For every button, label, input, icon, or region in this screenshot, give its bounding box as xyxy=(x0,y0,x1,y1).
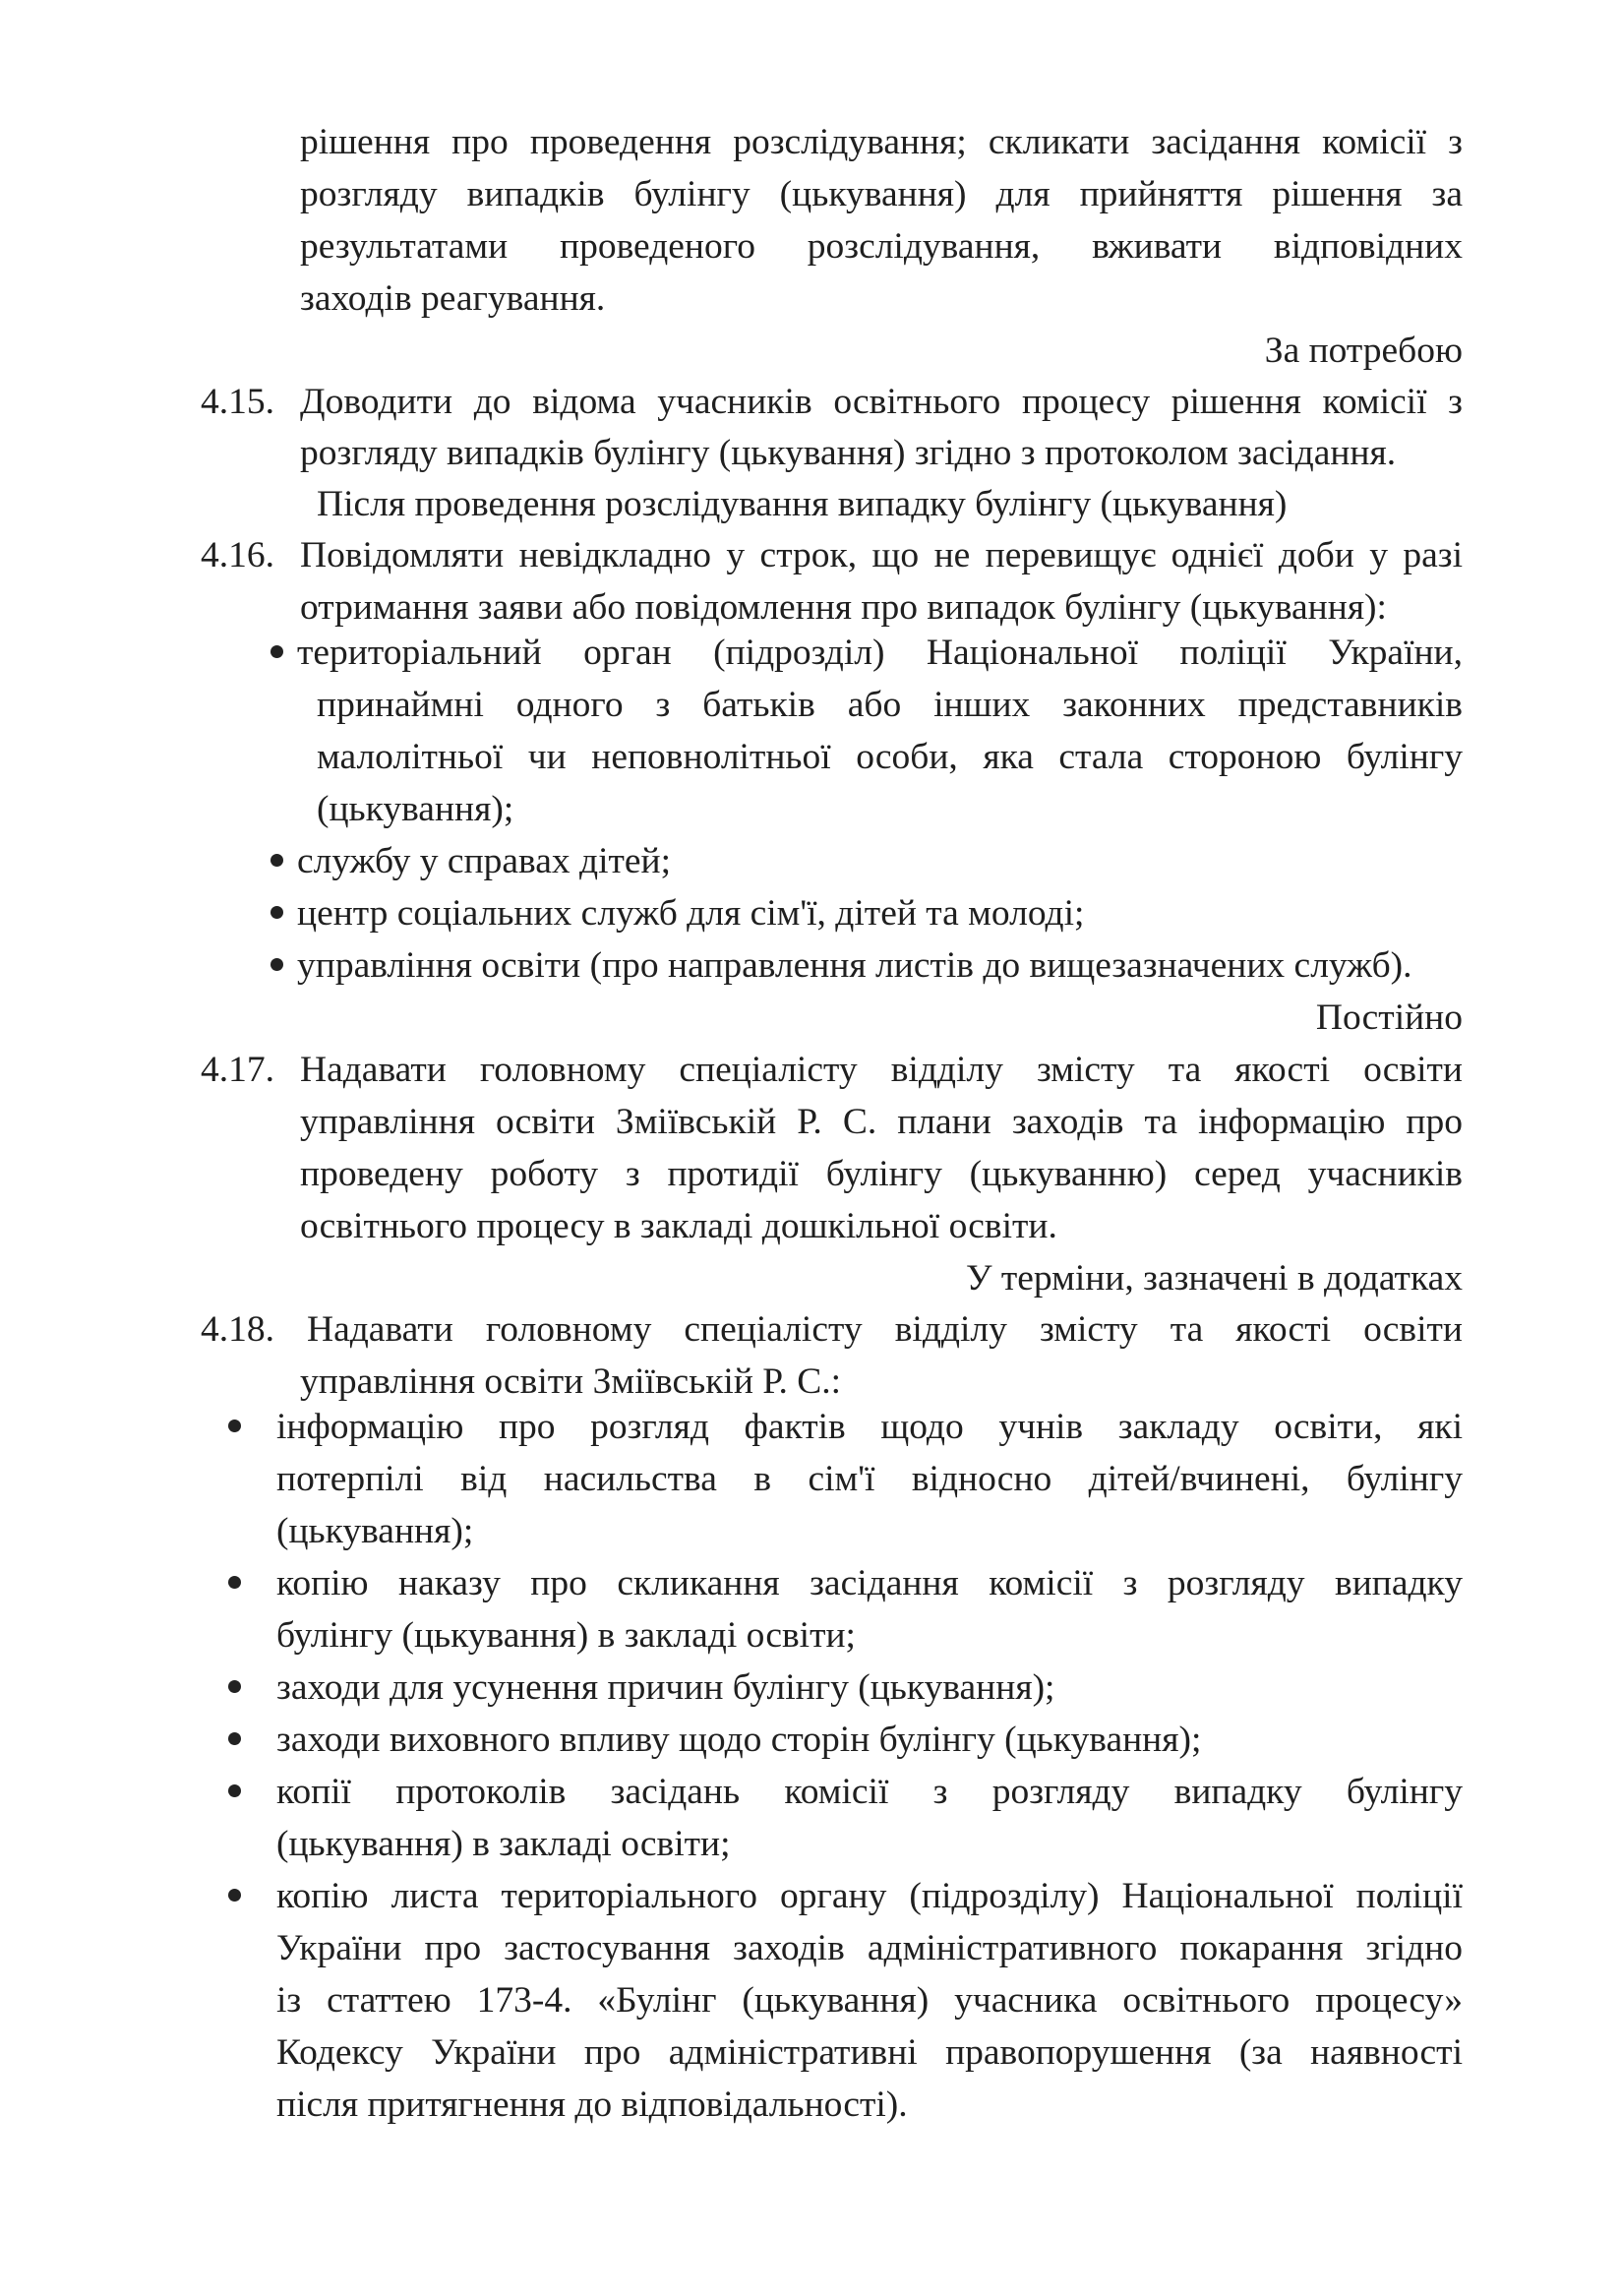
term-label: За потребою xyxy=(1264,331,1463,371)
item-line: Доводити до відома учасників освітнього процесу рішення комісії з xyxy=(300,382,1463,422)
item-line: проведену роботу з протидії булінгу (цькуванню) серед учасників xyxy=(300,1154,1463,1194)
bullet-line: заходи для усунення причин булінгу (цькування); xyxy=(276,1667,1055,1708)
bullet-icon xyxy=(228,1420,241,1432)
bullet-icon xyxy=(270,645,283,658)
bullet-line: України про застосування заходів адміністративного покарання згідно xyxy=(276,1928,1463,1968)
term-label: У терміни, зазначені в додатках xyxy=(965,1258,1463,1299)
item-line: розгляду випадків булінгу (цькування) згідно з протоколом засідання. xyxy=(300,433,1397,473)
bullet-line: (цькування); xyxy=(276,1511,474,1551)
bullet-line: принаймні одного з батьків або інших законних представників xyxy=(317,685,1463,725)
bullet-line: із статтею 173-4. «Булінг (цькування) учасника освітнього процесу» xyxy=(276,1980,1463,2021)
bullet-icon xyxy=(228,1784,241,1797)
bullet-line: булінгу (цькування) в закладі освіти; xyxy=(276,1615,856,1656)
bullet-icon xyxy=(270,854,283,867)
bullet-line: копію наказу про скликання засідання комісії з розгляду випадку xyxy=(276,1563,1463,1603)
bullet-line: інформацію про розгляд фактів щодо учнів закладу освіти, які xyxy=(276,1407,1463,1447)
item-line: Надавати головному спеціалісту відділу змісту та якості освіти xyxy=(300,1050,1463,1090)
bullet-icon xyxy=(228,1680,241,1693)
intro-line: заходів реагування. xyxy=(300,278,606,319)
item-number: 4.17. xyxy=(201,1050,274,1090)
intro-line: розгляду випадків булінгу (цькування) для прийняття рішення за xyxy=(300,174,1463,214)
bullet-icon xyxy=(228,1576,241,1589)
bullet-icon xyxy=(228,1889,241,1902)
bullet-line: службу у справах дітей; xyxy=(297,841,672,881)
bullet-icon xyxy=(228,1732,241,1745)
bullet-line: копії протоколів засідань комісії з розгляду випадку булінгу xyxy=(276,1772,1463,1812)
item-line: освітнього процесу в закладі дошкільної освіти. xyxy=(300,1206,1057,1246)
bullet-line: (цькування); xyxy=(317,789,514,829)
bullet-line: центр соціальних служб для сім'ї, дітей та молоді; xyxy=(297,893,1085,934)
item-line: Надавати головному спеціалісту відділу змісту та якості освіти xyxy=(307,1309,1463,1350)
intro-line: результатами проведеного розслідування, вживати відповідних xyxy=(300,226,1463,267)
bullet-line: малолітньої чи неповнолітньої особи, яка стала стороною булінгу xyxy=(317,737,1463,777)
item-line: отримання заяви або повідомлення про випадок булінгу (цькування): xyxy=(300,587,1387,628)
item-line: Повідомляти невідкладно у строк, що не перевищує однієї доби у разі xyxy=(300,535,1463,575)
bullet-line: територіальний орган (підрозділ) Національної поліції України, xyxy=(297,633,1463,673)
bullet-icon xyxy=(270,958,283,971)
bullet-line: потерпілі від насильства в сім'ї відносно дітей/вчинені, булінгу xyxy=(276,1459,1463,1499)
term-label: Постійно xyxy=(1315,997,1463,1038)
bullet-line: управління освіти (про направлення листів до вищезазначених служб). xyxy=(297,945,1412,986)
intro-line: рішення про проведення розслідування; скликати засідання комісії з xyxy=(300,122,1463,162)
bullet-line: після притягнення до відповідальності). xyxy=(276,2085,908,2125)
bullet-line: (цькування) в закладі освіти; xyxy=(276,1824,731,1864)
item-number: 4.16. xyxy=(201,535,274,575)
item-line: управління освіти Зміївській Р. С. плани заходів та інформацію про xyxy=(300,1102,1463,1142)
item-number: 4.18. xyxy=(201,1309,274,1350)
bullet-line: заходи виховного впливу щодо сторін булінгу (цькування); xyxy=(276,1720,1202,1760)
item-number: 4.15. xyxy=(201,382,274,422)
item-line: управління освіти Зміївській Р. С.: xyxy=(300,1361,841,1402)
bullet-line: копію листа територіального органу (підрозділу) Національної поліції xyxy=(276,1876,1463,1916)
term-label: Після проведення розслідування випадку булінгу (цькування) xyxy=(317,484,1288,524)
bullet-icon xyxy=(270,906,283,919)
bullet-line: Кодексу України про адміністративні правопорушення (за наявності xyxy=(276,2032,1463,2073)
